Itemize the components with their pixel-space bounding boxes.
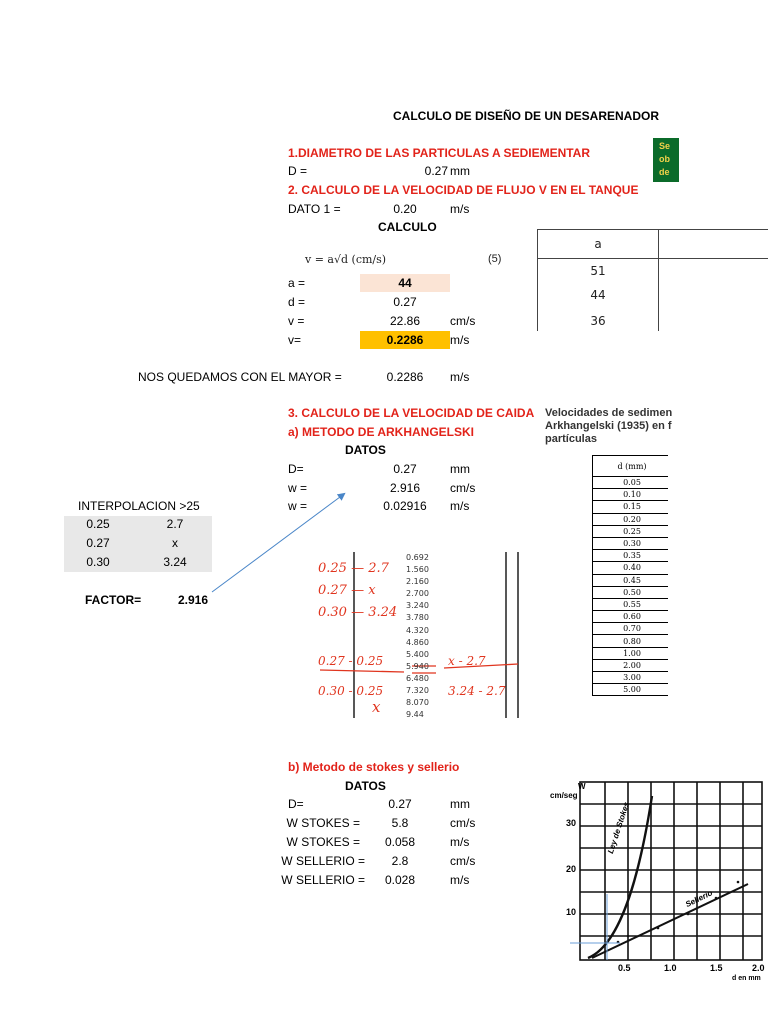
ark-w-cell: 5.400 xyxy=(406,649,429,659)
w-sellerio2-label: W SELLERIO = xyxy=(281,873,365,887)
ark-table-title xyxy=(545,407,672,446)
ark-w-cell: 0.692 xyxy=(406,553,429,562)
ark-d-cell: 0.80 xyxy=(593,635,669,647)
green-note-line: ob xyxy=(659,154,670,164)
graph-x-tick: 0.5 xyxy=(618,963,631,973)
ark-w-cell: 4.320 xyxy=(406,625,429,635)
page-title: CALCULO DE DISEÑO DE UN DESARENADOR xyxy=(393,109,660,123)
graph-x-tick: 1.0 xyxy=(664,963,677,973)
ark-w-cell: 2.700 xyxy=(406,589,429,599)
a-table-value: 51 xyxy=(538,259,659,284)
dato1-label: DATO 1 = xyxy=(288,202,341,216)
d-label: d = xyxy=(288,295,306,309)
handwriting-fraction-left xyxy=(318,646,383,706)
ark-d-cell: 2.00 xyxy=(593,659,669,671)
ark-w-cell: 8.070 xyxy=(406,698,429,708)
a-table-value: 44 xyxy=(538,283,659,307)
mayor-unit: m/s xyxy=(450,370,470,384)
ark-w-cell: 3.240 xyxy=(406,601,429,611)
ark-title-line: Velocidades de sedimen xyxy=(545,407,673,419)
ark-w2-label: w = xyxy=(288,499,308,513)
ark-d-cell: 0.30 xyxy=(593,537,669,549)
ark-w-cell: 4.860 xyxy=(406,637,429,647)
dato1-unit: m/s xyxy=(450,202,470,216)
graph-y-label xyxy=(550,782,586,800)
ark-d-cell: 0.70 xyxy=(593,623,669,635)
section1-unit: mm xyxy=(450,164,470,178)
green-note-line: Se xyxy=(659,141,671,151)
ark-w-cell: 2.160 xyxy=(406,577,429,587)
interp-d: 0.30 xyxy=(86,555,110,569)
ark-d-cell: 1.00 xyxy=(593,647,669,659)
stokes-d-label: D= xyxy=(288,797,304,811)
velocity-formula: v = a√d (cm/s) xyxy=(305,253,387,266)
mayor-label: NOS QUEDAMOS CON EL MAYOR = xyxy=(138,370,342,384)
datos-label: DATOS xyxy=(345,443,386,457)
v-label: v = xyxy=(288,314,305,328)
handwriting-line: x - 2.7 xyxy=(448,654,486,668)
ark-d-cell: 0.55 xyxy=(593,598,669,610)
stokes-d-unit: mm xyxy=(450,797,470,811)
graph-x-label: d en mm xyxy=(732,975,761,982)
ark-w-cell: 5.940 xyxy=(406,661,429,671)
w-stokes2-label: W STOKES = xyxy=(286,835,360,849)
section1-value: 0.27 xyxy=(424,164,448,178)
ark-w-cell: 3.780 xyxy=(406,613,429,623)
ark-d-header: d (mm) xyxy=(593,456,669,477)
ark-d-cell: 0.25 xyxy=(593,525,669,537)
ark-d-cell: 0.05 xyxy=(593,477,669,489)
w-sellerio2-unit: m/s xyxy=(450,873,470,887)
interp-d: 0.25 xyxy=(86,517,110,531)
handwriting-line: 0.30 — 3.24 xyxy=(318,605,398,620)
green-note-line: de xyxy=(659,167,670,177)
v-unit: cm/s xyxy=(450,314,476,328)
ark-d-cell: 0.50 xyxy=(593,586,669,598)
ark-w-label: w = xyxy=(288,481,308,495)
a-value-cell: 44 xyxy=(360,274,450,292)
ark-w-unit: cm/s xyxy=(450,481,476,495)
handwriting-line: 0.25 — 2.7 xyxy=(318,561,389,576)
ark-w2-value: 0.02916 xyxy=(383,499,427,513)
handwriting-x: x xyxy=(372,698,381,716)
ark-d-cell: 5.00 xyxy=(593,684,669,696)
ark-title-line: Arkhangelski (1935) en f xyxy=(545,420,672,432)
factor-value: 2.916 xyxy=(178,593,209,607)
ark-d-cell: 0.40 xyxy=(593,562,669,574)
section-b-heading: b) Metodo de stokes y sellerio xyxy=(288,760,460,774)
section3-heading: 3. CALCULO DE LA VELOCIDAD DE CAIDA xyxy=(288,406,535,420)
section2-heading: 2. CALCULO DE LA VELOCIDAD DE FLUJO V EN EL TANQUE xyxy=(288,183,639,197)
section-b-datos: DATOS xyxy=(345,779,386,793)
w-stokes-label: W STOKES = xyxy=(286,816,360,830)
section1-heading: 1.DIAMETRO DE LAS PARTICULAS A SEDIEMENTAR xyxy=(288,146,591,160)
dato1-value: 0.20 xyxy=(393,202,417,216)
ark-d-cell: 0.45 xyxy=(593,574,669,586)
ark-w-cell: 7.320 xyxy=(406,686,429,696)
v-value: 22.86 xyxy=(389,314,421,328)
a-label: a = xyxy=(288,276,306,290)
stokes-sellerio-graph xyxy=(548,776,768,988)
w-sellerio-value: 2.8 xyxy=(391,854,409,868)
w-sellerio2-value: 0.028 xyxy=(384,873,416,887)
w-stokes2-value: 0.058 xyxy=(384,835,416,849)
v2-value-cell: 0.2286 xyxy=(360,331,450,349)
w-sellerio-unit: cm/s xyxy=(450,854,476,868)
w-stokes-value: 5.8 xyxy=(391,816,409,830)
ark-d-cell: 3.00 xyxy=(593,672,669,684)
ark-w-cell: 1.560 xyxy=(406,565,429,575)
graph-y-label-line: cm/seg xyxy=(550,791,578,800)
mayor-value: 0.2286 xyxy=(386,370,424,384)
ark-w-cell: 9.44 xyxy=(406,710,424,718)
section3-subheading: a) METODO DE ARKHANGELSKI xyxy=(288,425,475,439)
v2-label: v= xyxy=(288,333,302,347)
a-table-value: 36 xyxy=(538,307,659,331)
ark-d-cell: 0.10 xyxy=(593,489,669,501)
factor-label: FACTOR= xyxy=(85,593,142,607)
stokes-d-value: 0.27 xyxy=(388,797,412,811)
ark-d-cell: 0.60 xyxy=(593,611,669,623)
ark-d-value: 0.27 xyxy=(393,462,417,476)
w-sellerio-label: W SELLERIO = xyxy=(281,854,365,868)
graph-grid xyxy=(548,776,768,988)
handwriting-line: 0.27 - 0.25 xyxy=(318,654,384,668)
graph-y-tick: 20 xyxy=(565,864,576,874)
ark-w-value: 2.916 xyxy=(389,481,421,495)
handwriting-line: 0.30 - 0.25 xyxy=(318,684,384,698)
w-stokes2-unit: m/s xyxy=(450,835,470,849)
interp-d: 0.27 xyxy=(86,536,110,550)
ark-d-table xyxy=(592,455,668,747)
ark-d-cell: 0.35 xyxy=(593,550,669,562)
w-stokes-unit: cm/s xyxy=(450,816,476,830)
ark-d-unit: mm xyxy=(450,462,470,476)
graph-x-tick: 1.5 xyxy=(710,963,723,973)
handwriting-line: 0.27 — x xyxy=(318,583,376,598)
interp-w: x xyxy=(172,536,178,550)
ark-d-label: D= xyxy=(288,462,304,476)
graph-y-tick: 10 xyxy=(565,907,576,917)
graph-x-tick: 2.0 xyxy=(752,963,765,973)
interp-w: 3.24 xyxy=(163,555,187,569)
graph-y-tick: 30 xyxy=(565,818,576,828)
graph-y-label-line: W xyxy=(578,782,586,791)
v2-unit: m/s xyxy=(450,333,470,347)
handwritten-interpolation xyxy=(312,552,530,718)
stokes-curve-label: Ley de Stokes xyxy=(606,800,632,855)
ark-d-cell: 0.20 xyxy=(593,513,669,525)
handwriting-line: 3.24 - 2.7 xyxy=(448,684,506,698)
ark-w2-unit: m/s xyxy=(450,499,470,513)
calculo-label: CALCULO xyxy=(378,220,437,234)
d-value: 0.27 xyxy=(393,295,417,309)
handwriting-fraction-right xyxy=(448,646,506,706)
section1-label: D = xyxy=(288,164,308,178)
a-table-header: a xyxy=(538,230,659,259)
ark-title-line: partículas xyxy=(545,433,597,445)
interp-title: INTERPOLACION >25 xyxy=(78,499,200,513)
ark-d-cell: 0.15 xyxy=(593,501,669,513)
sellerio-curve-label: Sellerio xyxy=(684,888,714,910)
formula-ref: (5) xyxy=(488,253,502,265)
ark-w-cell: 6.480 xyxy=(406,673,429,683)
interp-w: 2.7 xyxy=(166,517,184,531)
